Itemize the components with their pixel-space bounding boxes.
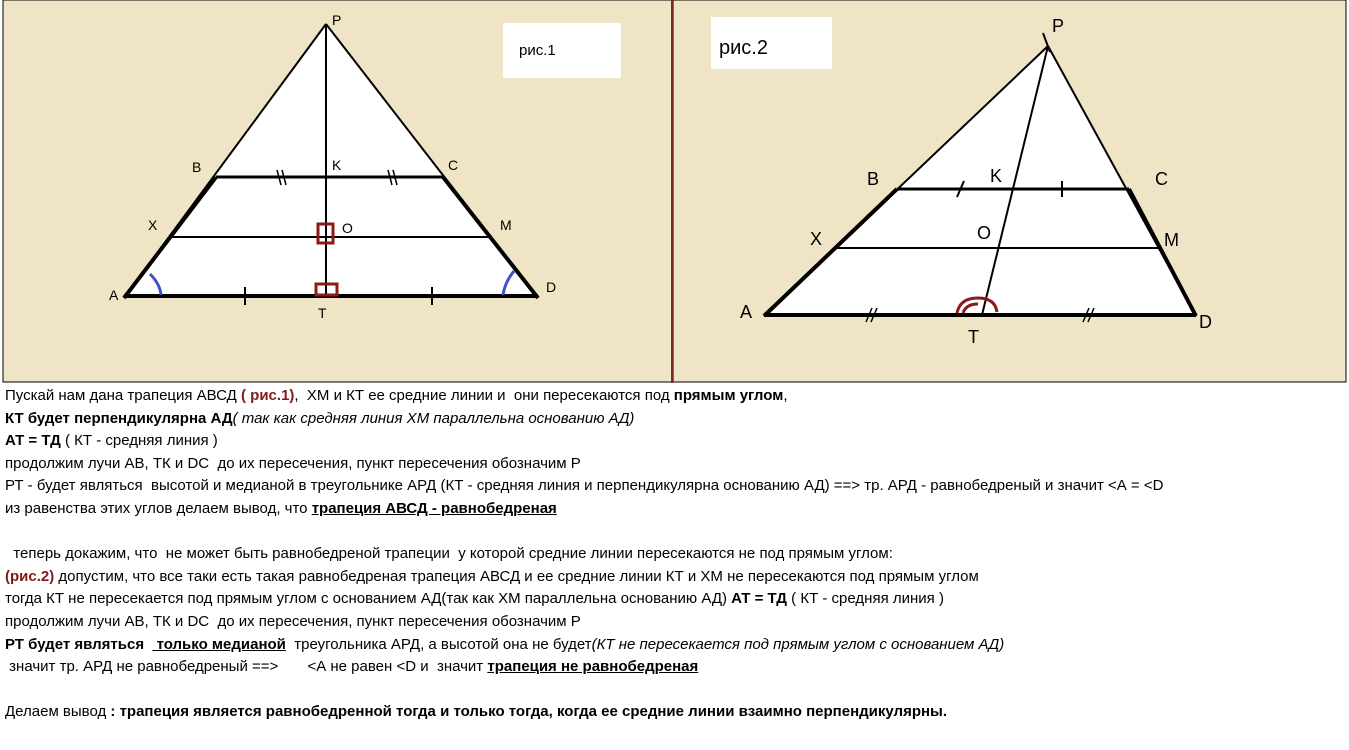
fig1-label-P: P bbox=[332, 12, 342, 28]
text-line-8: (рис.2) допустим, что все таки есть такая равнобедреная трапеция АВСД и ее средние линии КТ и ХМ не пересекаются под прямым углом bbox=[5, 567, 979, 585]
fig2-label-P: P bbox=[1052, 16, 1065, 36]
fig2-label-B: B bbox=[867, 169, 880, 189]
text-line-2: КТ будет перпендикулярна АД( так как средняя линия ХМ параллельна основанию АД) bbox=[5, 409, 635, 427]
fig1-label-M: M bbox=[500, 217, 512, 233]
fig2-label-D: D bbox=[1199, 312, 1212, 332]
fig1-label-O: O bbox=[342, 220, 353, 236]
fig2-label-O: O bbox=[977, 223, 992, 243]
text-line-10: продолжим лучи АВ, ТК и DC до их пересечения, пункт пересечения обозначим Р bbox=[5, 612, 581, 630]
fig1-label-C: C bbox=[448, 157, 459, 173]
fig2-label-A: A bbox=[740, 302, 753, 322]
text-line-7: теперь докажим, что не может быть равнобедреной трапеции у которой средние линии пересекаются не под прямым углом: bbox=[5, 545, 893, 563]
text-line-1: Пускай нам дана трапеция АВСД ( рис.1), ХМ и КТ ее средние линии и они пересекаются под прямым углом, bbox=[5, 387, 788, 404]
text-line-3: АТ = ТД ( КТ - средняя линия ) bbox=[5, 432, 218, 450]
text-line-13: Делаем вывод : трапеция является равнобедренной тогда и только тогда, когда ее средние линии взаимно перпендикулярны. bbox=[5, 703, 948, 721]
fig1-label-D: D bbox=[546, 279, 557, 295]
fig1-label-B: B bbox=[192, 159, 202, 175]
fig2-label-M: M bbox=[1164, 230, 1179, 250]
fig1-label-A: A bbox=[109, 287, 119, 303]
blank-line bbox=[5, 521, 1345, 544]
fig1-caption: рис.1 bbox=[519, 42, 556, 59]
text-line-6: из равенства этих углов делаем вывод, что трапеция АВСД - равнобедреная bbox=[5, 499, 557, 517]
fig2-label-T: T bbox=[968, 327, 979, 347]
fig1-label-T: T bbox=[318, 305, 327, 321]
fig1-label-X: X bbox=[148, 217, 158, 233]
text-line-11: РТ будет являться только медианой треугольника АРД, а высотой она не будет(КТ не пересекается под прямым углом с основанием АД) bbox=[5, 635, 1005, 653]
fig2-label-K: K bbox=[990, 166, 1003, 186]
text-line-5: РТ - будет являться высотой и медианой в треугольнике АРД (КТ - средняя линия и перпендикулярна основанию АД) ==> тр. АРД - равнобедреный и значит <А = <D bbox=[5, 477, 1164, 495]
fig2-caption: рис.2 bbox=[719, 37, 768, 59]
fig1-label-K: K bbox=[332, 157, 342, 173]
text-line-12: значит тр. АРД не равнобедреный ==> <А не равен <D и значит трапеция не равнобедреная bbox=[5, 658, 699, 676]
blank-line bbox=[5, 679, 1345, 702]
text-line-9: тогда КТ не пересекается под прямым углом с основанием АД(так как ХМ параллельна основанию АД) АТ = ТД ( КТ - средняя линия ) bbox=[5, 590, 944, 608]
proof-text bbox=[5, 385, 1345, 724]
fig2-label-X: X bbox=[810, 229, 823, 249]
text-line-4: продолжим лучи АВ, ТК и DC до их пересечения, пункт пересечения обозначим Р bbox=[5, 454, 581, 472]
fig2-label-C: C bbox=[1155, 169, 1168, 189]
